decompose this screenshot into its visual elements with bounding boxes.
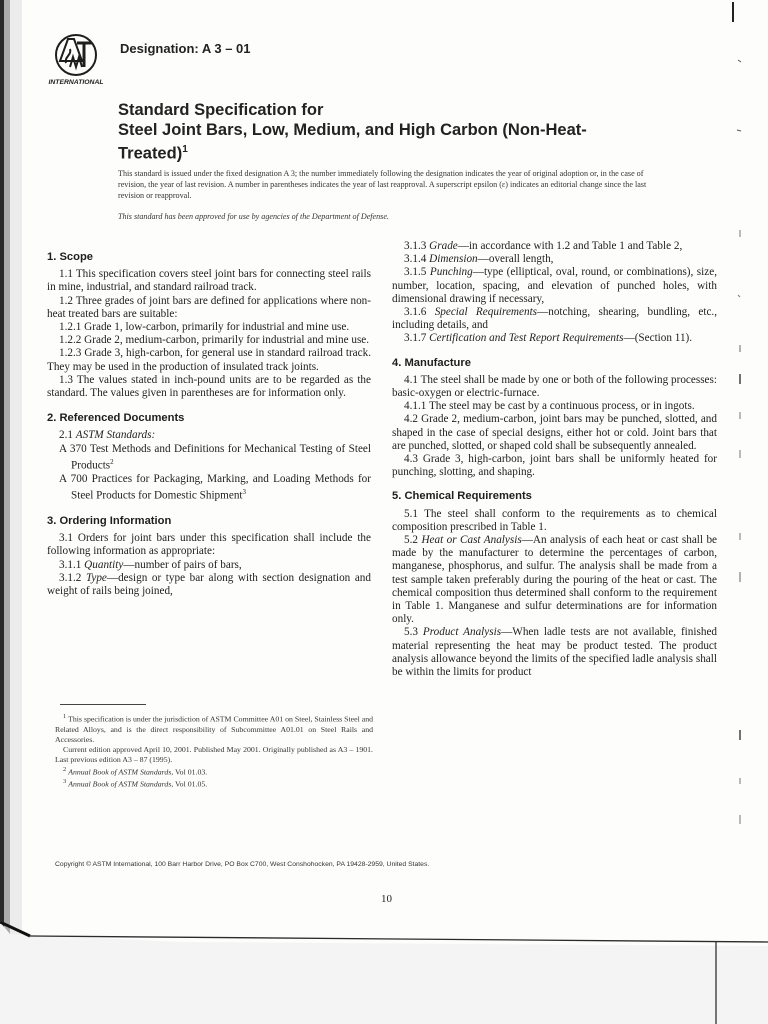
paragraph: 5.2 Heat or Cast Analysis—An analysis of each heat or cast shall be made by the manufacturer to determine the percentages of carbon, manganese, phosphorus, and sulfur. The analysis shall be made from a test sample taken preferably during the pouring of the heat or cast. The chemical composition thus determined shall conform to the requirement in Table 1. Manganese and sulfur determinations are for information only.	[392, 534, 718, 626]
reference-item: A 370 Test Methods and Definitions for Mechanical Testing of Steel Products$^2$	[59, 442, 371, 472]
paragraph: 3.1.4 Dimension—overall length,	[404, 253, 554, 266]
reference-list	[47, 443, 371, 503]
footnote-mark: 3	[242, 487, 247, 496]
paragraph: 4.1 The steel shall be made by one or both of the following processes: basic-oxygen or electric-furnace.	[392, 373, 717, 400]
paragraph: 1.2.1 Grade 1, low-carbon, primarily for industrial and mine use.	[59, 321, 350, 334]
paragraph: 4.1.1 The steel may be cast by a continuous process, or in ingots.	[404, 400, 695, 413]
copyright-notice: Copyright © ASTM International, 100 Barr Harbor Drive, PO Box C700, West Conshohocken, PA 19428-2959, United States.	[55, 861, 430, 868]
section-heading-scope: 1. Scope	[47, 251, 94, 263]
paragraph: 3.1.5 Punching—type (elliptical, oval, round, or combinations), size, number, location, spacing, and elevation of punched holes, with dimensional drawing if necessary,	[392, 266, 717, 305]
paragraph: 3.1 Orders for joint bars under this specification shall include the following information as appropriate:	[47, 532, 371, 558]
document-title	[118, 100, 658, 164]
paragraph: 2.1 ASTM Standards:	[59, 429, 156, 442]
right-column	[392, 240, 717, 679]
astm-logo	[40, 33, 112, 89]
issue-note: This standard is issued under the fixed designation A 3; the number immediately following the designation indicates the year of original adoption or, in the case of revision, the year of last revision. A number in parentheses indicates the year of last reapproval. A superscript epsilon (ε) indicates an editorial change since the last revision or reapproval.	[118, 169, 647, 200]
footnote-mark: 2	[110, 457, 114, 466]
paragraph: 3.1.1 Quantity—number of pairs of bars,	[59, 558, 242, 571]
footnote-1: $^1$ This specification is under the jurisdiction of ASTM Committee A01 on Steel, Stainless Steel and Related Alloys, and is the direct responsibility of Subcommittee A01.01 on Steel Rails and Accessories.	[55, 713, 373, 744]
scan-edge-shadow	[0, 0, 22, 1024]
paragraph: 4.3 Grade 3, high-carbon, joint bars shall be uniformly heated for punching, slotting, and shaping.	[392, 453, 717, 479]
title-footnote-mark: 1	[182, 144, 188, 155]
scan-bottom-shadow	[0, 922, 768, 1024]
paragraph: 3.1.7 Certification and Test Report Requirements—(Section 11).	[404, 332, 693, 345]
title-line-3: Treated)$^1$	[118, 144, 188, 163]
paragraph: 1.2.3 Grade 3, high-carbon, for general use in standard railroad track. They may be used in the production of insulated track joints.	[47, 347, 371, 373]
paragraph: 1.3 The values stated in inch-pound units are to be regarded as the standard. The values given in parentheses are for information only.	[47, 373, 371, 400]
paragraph: 5.3 Product Analysis—When ladle tests are not available, finished material representing the heat may be product tested. The product analysis allowance beyond the limits of the specified ladle analysis shall be within the limits for product	[392, 626, 718, 679]
paragraph: 1.1 This specification covers steel joint bars for connecting steel rails in mine, industrial, and standard railroad track.	[47, 268, 371, 294]
footnotes	[55, 712, 373, 790]
page-number: 10	[381, 893, 392, 905]
footnote-1-edition: Current edition approved April 10, 2001. Published May 2001. Originally published as A3 – 1901. Last previous edition A3 – 87 (1995).	[55, 744, 373, 764]
section-heading-manufacture: 4. Manufacture	[392, 356, 471, 369]
section-heading-chemical-requirements: 5. Chemical Requirements	[392, 490, 532, 503]
left-column	[47, 247, 371, 598]
logo-subtitle: INTERNATIONAL	[48, 79, 104, 86]
designation: Designation: A 3 – 01	[120, 41, 251, 56]
paragraph: 1.2.2 Grade 2, medium-carbon, primarily for industrial and mine use.	[59, 334, 370, 347]
footnote-2: $^2$ Annual Book of ASTM Standards, Vol 01.03.	[63, 765, 208, 777]
paragraph: 5.1 The steel shall conform to the requirements as to chemical composition prescribed in Table 1.	[392, 507, 717, 533]
footnote-rule	[60, 704, 146, 705]
paragraph: 4.2 Grade 2, medium-carbon, joint bars may be punched, slotted, and shaped in the case of special designs, either hot or cold. Joint bars that are punched, slotted, or shaped cold shall be subsequently annealed.	[392, 413, 717, 452]
section-heading-referenced-documents: 2. Referenced Documents	[47, 412, 185, 425]
title-line-2: Steel Joint Bars, Low, Medium, and High Carbon (Non-Heat-	[118, 121, 587, 139]
paragraph: 3.1.2 Type—design or type bar along with section designation and weight of rails being joined,	[47, 571, 371, 597]
section-heading-ordering-information: 3. Ordering Information	[47, 514, 172, 527]
footnote-3: $^3$ Annual Book of ASTM Standards, Vol 01.05.	[63, 778, 208, 789]
paragraph: 1.2 Three grades of joint bars are defined for applications where non-heat treated bars are suitable:	[47, 294, 371, 320]
approved-note: This standard has been approved for use by agencies of the Department of Defense.	[118, 212, 389, 221]
reference-item: A 700 Practices for Packaging, Marking, and Loading Methods for Steel Products for Domestic Shipment$^3$	[59, 472, 371, 502]
scan-edge-marks	[728, 0, 768, 1024]
paragraph: 3.1.6 Special Requirements—notching, shearing, bundling, etc., including details, and	[392, 306, 718, 332]
paragraph: 3.1.3 Grade—in accordance with 1.2 and Table 1 and Table 2,	[404, 240, 683, 252]
title-line-1: Standard Specification for	[118, 101, 324, 119]
